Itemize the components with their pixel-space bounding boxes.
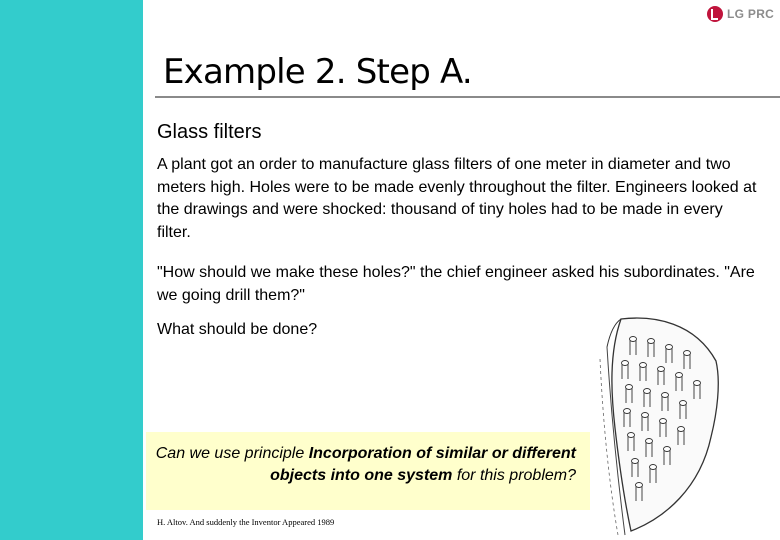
filter-hole: [662, 393, 669, 398]
quote-paragraph: "How should we make these holes?" the chief engineer asked his subordinates. "Are we going drill them?": [157, 264, 755, 304]
question-paragraph: What should be done?: [157, 321, 318, 338]
filter-hole: [684, 351, 691, 356]
filter-hole: [658, 367, 665, 372]
lg-prc-logo: [707, 6, 774, 22]
filter-hole: [678, 427, 685, 432]
callout-tail: for this problem?: [452, 466, 576, 484]
filter-hole: [666, 345, 673, 350]
filter-hole: [644, 389, 651, 394]
filter-hole: [636, 483, 643, 488]
lg-logo-icon: [707, 6, 723, 22]
filter-hole: [660, 419, 667, 424]
filter-hole: [694, 381, 701, 386]
filter-hole: [642, 413, 649, 418]
callout-principle: Incorporation of similar or different objects into one system: [270, 445, 576, 484]
filter-hole: [624, 409, 631, 414]
source-footnote: H. Altov. And suddenly the Inventor Appeared 1989: [157, 517, 335, 527]
filter-hole: [646, 439, 653, 444]
filter-hole: [628, 433, 635, 438]
filter-hole: [622, 361, 629, 366]
filter-hole: [676, 373, 683, 378]
filter-hole: [664, 447, 671, 452]
filter-hole: [640, 363, 647, 368]
principle-callout: [146, 432, 590, 510]
filter-hole: [632, 459, 639, 464]
logo-text: LG PRC: [727, 7, 775, 21]
slide-title: Example 2. Step A.: [163, 52, 472, 92]
slide-subhead: Glass filters: [157, 121, 262, 143]
title-divider: [155, 96, 780, 98]
callout-lead: Can we use principle: [155, 445, 309, 462]
filter-hole: [626, 385, 633, 390]
filter-hole: [680, 401, 687, 406]
side-bar: [0, 0, 143, 540]
filter-hole: [630, 337, 637, 342]
callout-text: [146, 443, 576, 486]
glass-filter-illustration: [585, 313, 725, 538]
problem-paragraph: A plant got an order to manufacture glass filters of one meter in diameter and two meters high. Holes were to be made evenly throughout the filter. Engineers looked at the drawings and were shocked: thousand of tiny holes had to be made in every filter.: [157, 156, 757, 241]
filter-hole: [650, 465, 657, 470]
filter-hole: [648, 339, 655, 344]
